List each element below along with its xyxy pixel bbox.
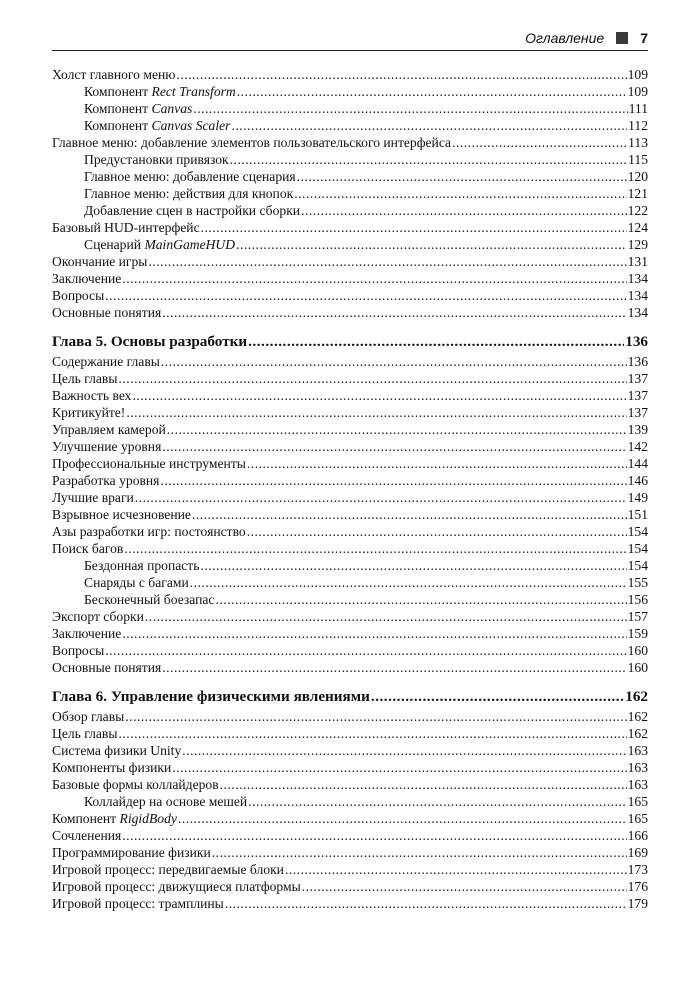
toc-entry[interactable] xyxy=(52,100,648,117)
toc-entry[interactable] xyxy=(52,151,648,168)
toc-entry-title xyxy=(52,686,370,708)
toc-entry-text: Бездонная пропасть xyxy=(84,558,200,573)
toc-entry[interactable] xyxy=(52,776,648,793)
dot-leader xyxy=(297,168,627,185)
dot-leader xyxy=(148,253,626,270)
toc-entry[interactable] xyxy=(52,708,648,725)
toc-entry-title xyxy=(52,353,160,370)
toc-entry[interactable] xyxy=(52,793,648,810)
dot-leader xyxy=(182,742,626,759)
toc-entry-title xyxy=(52,742,181,759)
toc-entry-title xyxy=(84,202,300,219)
toc-entry-page: 165 xyxy=(627,794,648,809)
dot-leader xyxy=(190,574,627,591)
toc-entry-text: Главное меню: действия для кнопок xyxy=(84,186,294,201)
toc-entry-page: 139 xyxy=(627,422,648,437)
toc-entry-page: 154 xyxy=(627,524,648,539)
dot-leader xyxy=(193,100,627,117)
toc-entry-title xyxy=(84,574,189,591)
toc-entry-page: 165 xyxy=(627,811,648,826)
toc-entry-text: Коллайдер на основе мешей xyxy=(84,794,248,809)
toc-entry-title xyxy=(52,844,211,861)
toc-entry-page: 109 xyxy=(627,67,648,82)
toc-entry[interactable] xyxy=(52,370,648,387)
toc-entry[interactable] xyxy=(52,83,648,100)
header-right xyxy=(525,30,648,46)
toc-entry-page: 134 xyxy=(627,271,648,286)
toc-entry-page: 120 xyxy=(627,169,648,184)
toc-entry-title xyxy=(52,725,118,742)
dot-leader xyxy=(236,236,627,253)
toc-entry[interactable] xyxy=(52,117,648,134)
toc-entry-page: 166 xyxy=(627,828,648,843)
toc-entry[interactable] xyxy=(52,861,648,878)
dot-leader xyxy=(192,506,627,523)
toc-entry[interactable] xyxy=(52,304,648,321)
toc-entry[interactable] xyxy=(52,489,648,506)
toc-entry-page: 155 xyxy=(627,575,648,590)
toc-entry-title xyxy=(52,776,219,793)
toc-entry[interactable] xyxy=(52,506,648,523)
toc-entry-italic-term: Canvas Scaler xyxy=(151,118,231,133)
toc-entry-title xyxy=(52,304,161,321)
toc-entry-title xyxy=(84,793,247,810)
dot-leader xyxy=(124,540,626,557)
toc-entry-title xyxy=(84,557,199,574)
toc-entry-title xyxy=(52,370,118,387)
toc-entry-text: Снаряды с багами xyxy=(84,575,189,590)
dot-leader xyxy=(200,557,626,574)
dot-leader xyxy=(225,895,627,912)
toc-entry-page: 159 xyxy=(627,626,648,641)
toc-entry-page: 154 xyxy=(627,541,648,556)
dot-leader xyxy=(248,793,626,810)
toc-entry[interactable] xyxy=(52,642,648,659)
toc-entry-text: Вопросы xyxy=(52,643,105,658)
toc-entry-title xyxy=(52,489,134,506)
toc-entry[interactable] xyxy=(52,827,648,844)
dot-leader xyxy=(302,878,627,895)
toc-entry[interactable] xyxy=(52,540,648,557)
table-of-contents xyxy=(52,66,648,912)
toc-entry-title xyxy=(84,151,229,168)
toc-entry-page: 163 xyxy=(627,777,648,792)
toc-entry-title xyxy=(52,270,121,287)
toc-entry-text: Вопросы xyxy=(52,288,105,303)
toc-entry-text: Система физики Unity xyxy=(52,743,182,758)
dot-leader xyxy=(452,134,627,151)
toc-entry[interactable] xyxy=(52,168,648,185)
toc-entry-page: 137 xyxy=(627,371,648,386)
toc-entry-text: Главное меню: добавление элементов пользовательского интерфейса xyxy=(52,135,452,150)
toc-entry-page: 146 xyxy=(627,473,648,488)
toc-entry-page: 131 xyxy=(627,254,648,269)
dot-leader xyxy=(132,387,626,404)
toc-entry-title xyxy=(52,472,159,489)
toc-entry-text: Игровой процесс: передвигаемые блоки xyxy=(52,862,284,877)
dot-leader xyxy=(201,219,627,236)
toc-entry-title xyxy=(52,134,451,151)
toc-entry-text: Лучшие враги xyxy=(52,490,134,505)
toc-entry-italic-term: MainGameHUD xyxy=(144,237,236,252)
toc-entry-text: Взрывное исчезновение xyxy=(52,507,191,522)
toc-entry-text: Поиск багов xyxy=(52,541,124,556)
toc-entry-italic-term: Canvas xyxy=(151,101,193,116)
toc-entry-page: 122 xyxy=(627,203,648,218)
toc-entry-title xyxy=(52,759,171,776)
toc-entry-title xyxy=(52,253,147,270)
dot-leader xyxy=(122,625,626,642)
dot-leader xyxy=(294,185,626,202)
toc-entry-text: Базовый HUD-интерфейс xyxy=(52,220,200,235)
toc-entry-title xyxy=(84,100,192,117)
toc-entry-page: 160 xyxy=(627,643,648,658)
toc-entry-text: Глава 5. Основы разработки xyxy=(52,333,248,350)
toc-entry[interactable] xyxy=(52,810,648,827)
toc-entry-page: 113 xyxy=(628,135,648,150)
running-header xyxy=(52,28,648,51)
dot-leader xyxy=(167,421,627,438)
dot-leader xyxy=(178,810,627,827)
toc-entry-text: Компонент xyxy=(84,118,152,133)
toc-entry-text: Холст главного меню xyxy=(52,67,176,82)
toc-entry-title xyxy=(52,438,161,455)
toc-entry[interactable] xyxy=(52,608,648,625)
toc-entry[interactable] xyxy=(52,523,648,540)
toc-entry-page: 169 xyxy=(627,845,648,860)
dot-leader xyxy=(135,489,627,506)
dot-leader xyxy=(119,725,627,742)
toc-entry-text: Разработка уровня xyxy=(52,473,160,488)
toc-entry[interactable] xyxy=(52,438,648,455)
dot-leader xyxy=(122,270,626,287)
toc-entry-page: 156 xyxy=(627,592,648,607)
toc-entry-text: Заключение xyxy=(52,626,122,641)
dot-leader xyxy=(160,472,626,489)
dot-leader xyxy=(231,117,627,134)
dot-leader xyxy=(162,304,626,321)
toc-entry[interactable] xyxy=(52,591,648,608)
toc-entry[interactable] xyxy=(52,202,648,219)
dot-leader xyxy=(230,151,627,168)
page-number: 7 xyxy=(640,30,648,46)
toc-entry-text: Базовые формы коллайдеров xyxy=(52,777,219,792)
toc-entry-title xyxy=(84,117,230,134)
toc-entry-title xyxy=(52,387,131,404)
toc-entry[interactable] xyxy=(52,185,648,202)
toc-entry-title xyxy=(52,895,224,912)
toc-entry-page: 154 xyxy=(627,558,648,573)
dot-leader xyxy=(126,404,626,421)
toc-entry-page: 136 xyxy=(625,333,648,350)
toc-entry[interactable] xyxy=(52,844,648,861)
toc-entry[interactable] xyxy=(52,353,648,370)
toc-entry[interactable] xyxy=(52,270,648,287)
toc-entry-text: Заключение xyxy=(52,271,122,286)
toc-entry[interactable] xyxy=(52,574,648,591)
toc-entry-title xyxy=(52,827,121,844)
dot-leader xyxy=(119,370,627,387)
toc-entry[interactable] xyxy=(52,134,648,151)
toc-entry-page: 111 xyxy=(628,101,648,116)
toc-entry-text: Управляем камерой xyxy=(52,422,166,437)
dot-leader xyxy=(215,591,626,608)
toc-entry-page: 144 xyxy=(627,456,648,471)
toc-entry-title xyxy=(84,83,236,100)
toc-entry[interactable] xyxy=(52,287,648,304)
toc-entry-title xyxy=(52,404,125,421)
toc-entry[interactable] xyxy=(52,759,648,776)
toc-entry-text: Игровой процесс: трамплины xyxy=(52,896,224,911)
toc-entry-text: Компонент xyxy=(84,101,152,116)
toc-entry[interactable] xyxy=(52,878,648,895)
toc-entry[interactable] xyxy=(52,625,648,642)
dot-leader xyxy=(301,202,627,219)
toc-entry-title xyxy=(84,185,293,202)
toc-entry-text: Содержание главы xyxy=(52,354,160,369)
toc-entry-title xyxy=(52,642,104,659)
square-bullet-icon xyxy=(616,32,628,44)
toc-entry-title xyxy=(52,625,121,642)
toc-entry-title xyxy=(52,878,301,895)
toc-entry[interactable] xyxy=(52,253,648,270)
toc-entry-text: Сочленения xyxy=(52,828,122,843)
toc-entry[interactable] xyxy=(52,557,648,574)
toc-entry[interactable] xyxy=(52,219,648,236)
toc-entry[interactable] xyxy=(52,895,648,912)
toc-entry-text: Основные понятия xyxy=(52,305,162,320)
toc-entry-title xyxy=(84,168,296,185)
dot-leader xyxy=(247,523,627,540)
toc-entry-text: Предустановки привязок xyxy=(84,152,229,167)
toc-entry[interactable] xyxy=(52,421,648,438)
toc-entry-text: Азы разработки игр: постоянство xyxy=(52,524,246,539)
dot-leader xyxy=(161,353,627,370)
toc-entry-page: 176 xyxy=(627,879,648,894)
toc-entry-text: Компонент xyxy=(84,84,152,99)
toc-entry-title xyxy=(52,219,200,236)
toc-entry-page: 179 xyxy=(627,896,648,911)
dot-leader xyxy=(162,438,626,455)
toc-entry-title xyxy=(84,591,214,608)
toc-entry-page: 151 xyxy=(627,507,648,522)
toc-entry-page: 112 xyxy=(628,118,648,133)
toc-entry[interactable] xyxy=(52,387,648,404)
toc-entry-title xyxy=(52,331,247,353)
dot-leader xyxy=(125,708,626,725)
toc-entry[interactable] xyxy=(52,742,648,759)
toc-entry-text: Окончание игры xyxy=(52,254,148,269)
toc-entry[interactable] xyxy=(52,404,648,421)
toc-entry-title xyxy=(52,66,175,83)
dot-leader xyxy=(172,759,626,776)
dot-leader xyxy=(248,331,624,353)
dot-leader xyxy=(212,844,627,861)
toc-entry-page: 109 xyxy=(627,84,648,99)
toc-entry-page: 142 xyxy=(627,439,648,454)
toc-entry-text: Экспорт сборки xyxy=(52,609,144,624)
toc-entry-title xyxy=(52,455,246,472)
toc-entry-page: 160 xyxy=(627,660,648,675)
toc-entry[interactable] xyxy=(52,455,648,472)
dot-leader xyxy=(176,66,626,83)
toc-entry[interactable] xyxy=(52,66,648,83)
dot-leader xyxy=(162,659,626,676)
toc-entry-text: Важность вех xyxy=(52,388,132,403)
toc-entry-text: Цель главы xyxy=(52,726,118,741)
toc-entry-title xyxy=(52,861,284,878)
dot-leader xyxy=(122,827,626,844)
toc-entry-text: Бесконечный боезапас xyxy=(84,592,215,607)
toc-entry-text: Главное меню: добавление сценария xyxy=(84,169,296,184)
toc-entry-page: 134 xyxy=(627,288,648,303)
toc-entry-page: 149 xyxy=(627,490,648,505)
toc-entry-text: Компоненты физики xyxy=(52,760,172,775)
toc-entry-text: Профессиональные инструменты xyxy=(52,456,246,471)
dot-leader xyxy=(247,455,627,472)
toc-entry[interactable] xyxy=(52,236,648,253)
dot-leader xyxy=(105,287,626,304)
toc-entry-page: 157 xyxy=(627,609,648,624)
toc-entry-page: 134 xyxy=(627,305,648,320)
toc-entry-text: Улучшение уровня xyxy=(52,439,162,454)
toc-entry-title xyxy=(52,810,177,827)
toc-entry[interactable] xyxy=(52,725,648,742)
toc-entry-text: Цель главы xyxy=(52,371,118,386)
toc-entry[interactable] xyxy=(52,659,648,676)
toc-chapter-entry[interactable] xyxy=(52,686,648,708)
dot-leader xyxy=(371,686,624,708)
toc-entry-text: Критикуйте! xyxy=(52,405,126,420)
dot-leader xyxy=(220,776,627,793)
toc-entry-text: Добавление сцен в настройки сборки xyxy=(84,203,301,218)
toc-entry-title xyxy=(52,659,161,676)
header-section-title: Оглавление xyxy=(525,30,605,46)
toc-entry-page: 163 xyxy=(627,743,648,758)
toc-entry-page: 129 xyxy=(627,237,648,252)
toc-entry-title xyxy=(52,523,246,540)
toc-entry[interactable] xyxy=(52,472,648,489)
toc-entry-text: Обзор главы xyxy=(52,709,125,724)
toc-entry-text: Основные понятия xyxy=(52,660,162,675)
toc-entry-text: Сценарий xyxy=(84,237,145,252)
toc-entry-page: 137 xyxy=(627,405,648,420)
toc-entry-italic-term: RigidBody xyxy=(119,811,177,826)
toc-entry-page: 115 xyxy=(628,152,648,167)
toc-chapter-entry[interactable] xyxy=(52,331,648,353)
toc-entry-page: 124 xyxy=(627,220,648,235)
toc-entry-page: 137 xyxy=(627,388,648,403)
toc-entry-title xyxy=(52,608,144,625)
toc-entry-title xyxy=(52,540,123,557)
dot-leader xyxy=(237,83,627,100)
toc-entry-title xyxy=(52,506,191,523)
dot-leader xyxy=(145,608,627,625)
toc-entry-title xyxy=(52,287,104,304)
toc-entry-text: Игровой процесс: движущиеся платформы xyxy=(52,879,301,894)
toc-entry-page: 162 xyxy=(625,688,648,705)
toc-entry-text: Компонент xyxy=(52,811,120,826)
toc-entry-page: 136 xyxy=(627,354,648,369)
toc-entry-italic-term: Rect Transform xyxy=(151,84,236,99)
dot-leader xyxy=(105,642,626,659)
toc-entry-page: 121 xyxy=(627,186,648,201)
toc-entry-text: Глава 6. Управление физическими явлениями xyxy=(52,688,370,705)
toc-entry-page: 163 xyxy=(627,760,648,775)
toc-entry-title xyxy=(52,708,124,725)
dot-leader xyxy=(285,861,627,878)
toc-entry-page: 173 xyxy=(627,862,648,877)
toc-entry-page: 162 xyxy=(627,709,648,724)
toc-entry-title xyxy=(52,421,166,438)
toc-entry-page: 162 xyxy=(627,726,648,741)
toc-entry-title xyxy=(84,236,235,253)
toc-entry-text: Программирование физики xyxy=(52,845,211,860)
